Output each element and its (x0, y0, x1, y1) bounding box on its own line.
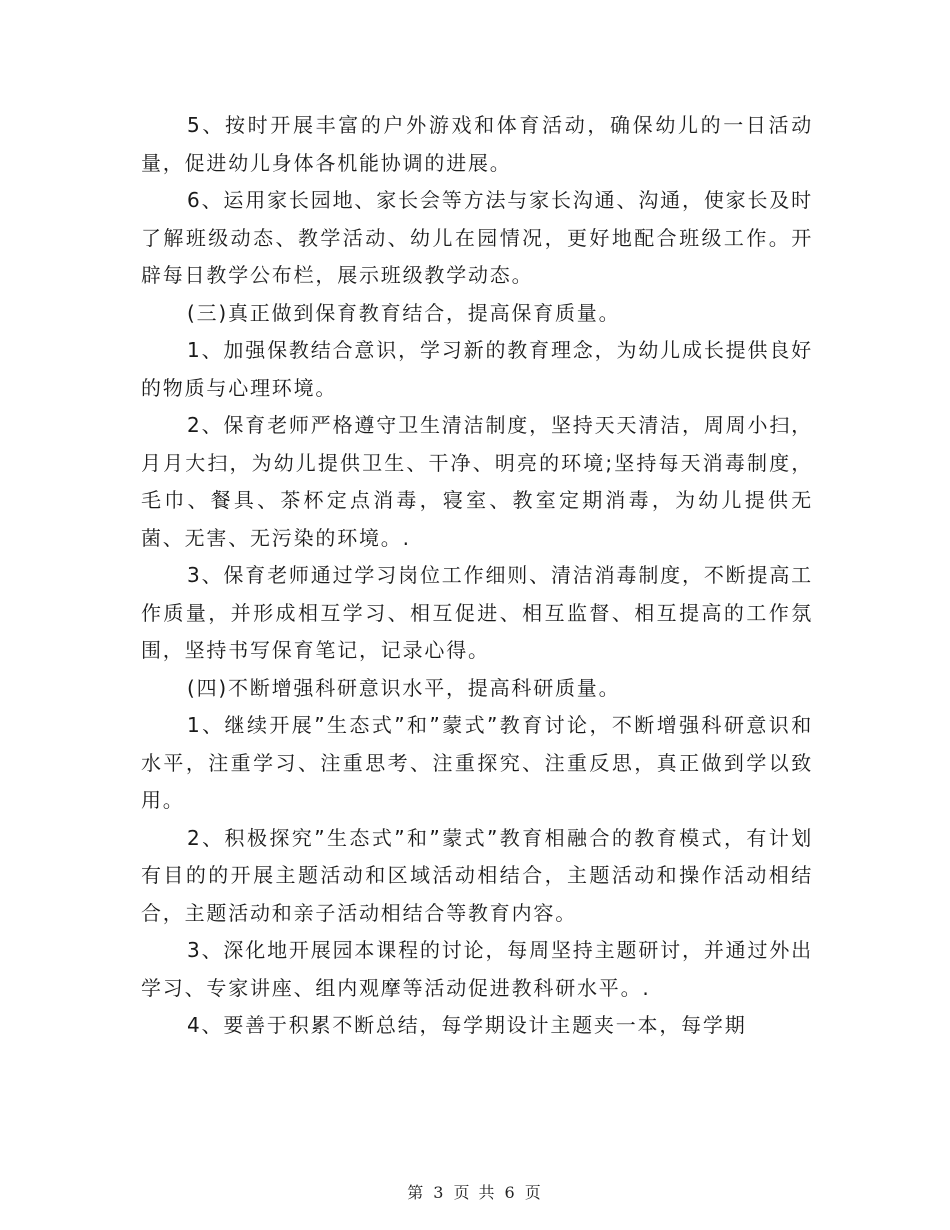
page-footer (0, 1180, 950, 1203)
paragraph-item-3: 3、保育老师通过学习岗位工作细则、清洁消毒制度，不断提高工作质量，并形成相互学习、相互促进、相互监督、相互提高的工作氛围，坚持书写保育笔记，记录心得。 (141, 563, 813, 662)
paragraph-item-3: 3、深化地开展园本课程的讨论，每周坚持主题研讨，并通过外出学习、专家讲座、组内观摩等活动促进教科研水平。. (141, 938, 813, 1000)
paragraph-item-6: 6、运用家长园地、家长会等方法与家长沟通、沟通，使家长及时了解班级动态、教学活动、幼儿在园情况，更好地配合班级工作。开辟每日教学公布栏，展示班级教学动态。 (141, 188, 813, 287)
page-number: 3 (433, 1183, 446, 1202)
paragraph-item-2: 2、积极探究”生态式”和”蒙式”教育相融合的教育模式，有计划有目的的开展主题活动和区域活动相结合，主题活动和操作活动相结合，主题活动和亲子活动相结合等教育内容。 (141, 825, 813, 925)
section-heading-4: (四)不断增强科研意识水平，提高科研质量。 (187, 675, 621, 700)
footer-middle: 页 共 (453, 1183, 497, 1202)
page-total: 6 (504, 1183, 517, 1202)
paragraph-item-1: 1、继续开展”生态式”和”蒙式”教育讨论，不断增强科研意识和水平，注重学习、注重思考、注重探究、注重反思，真正做到学以致用。 (141, 713, 813, 812)
paragraph-item-4: 4、要善于积累不断总结，每学期设计主题夹一本，每学期 (187, 1013, 747, 1037)
paragraph-item-2: 2、保育老师严格遵守卫生清洁制度，坚持天天清洁，周周小扫，月月大扫，为幼儿提供卫生、干净、明亮的环境;坚持每天消毒制度，毛巾、餐具、茶杯定点消毒，寝室、教室定期消毒，为幼儿提供无菌、无害、无污染的环境。. (141, 413, 813, 550)
footer-prefix: 第 (407, 1183, 426, 1202)
paragraph-item-5: 5、按时开展丰富的户外游戏和体育活动，确保幼儿的一日活动量，促进幼儿身体各机能协调的进展。 (141, 113, 813, 175)
paragraph-item-1: 1、加强保教结合意识，学习新的教育理念，为幼儿成长提供良好的物质与心理环境。 (141, 338, 813, 400)
document-body (141, 107, 813, 1045)
section-heading-3: (三)真正做到保育教育结合，提高保育质量。 (187, 300, 621, 325)
footer-suffix: 页 (524, 1183, 543, 1202)
